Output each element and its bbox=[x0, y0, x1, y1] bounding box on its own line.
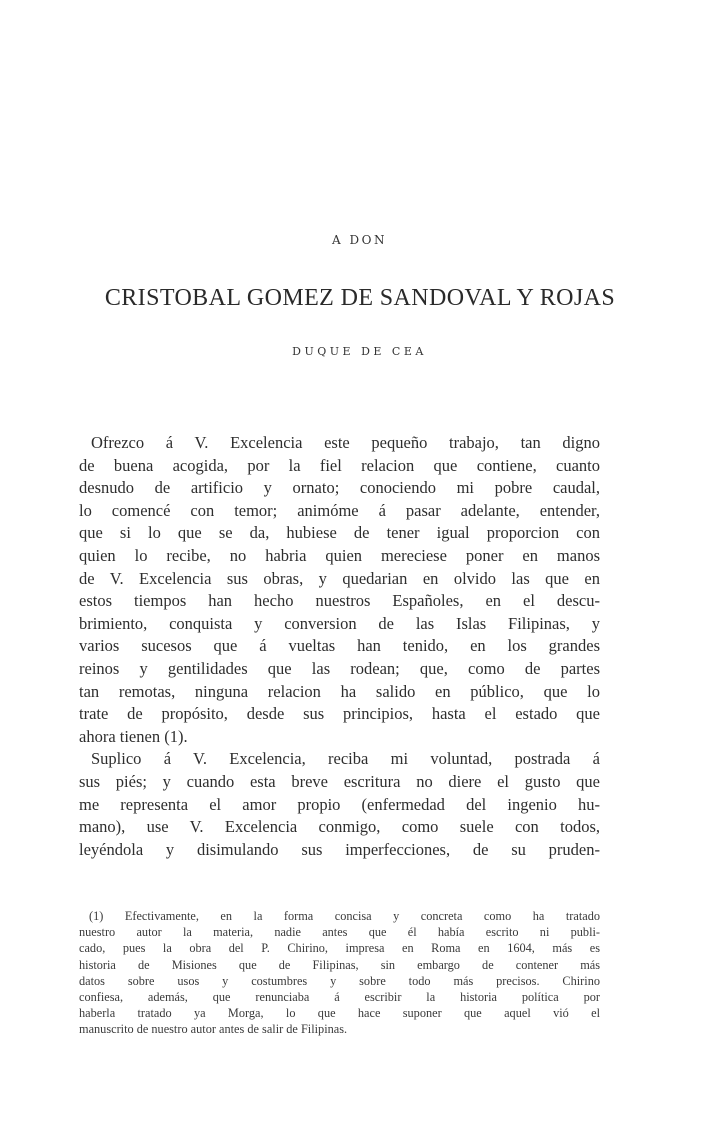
body-line: lo comencé con temor; animóme á pasar adelante, entender, bbox=[79, 500, 600, 520]
body-line: mano), use V. Excelencia conmigo, como suele con todos, bbox=[79, 817, 600, 837]
body-line: de buena acogida, por la fiel relacion que contiene, cuanto bbox=[79, 455, 600, 475]
dedicatee-title: DUQUE DE CEA bbox=[292, 345, 427, 358]
body-line: me representa el amor propio (enfermedad del ingenio hu- bbox=[79, 794, 600, 814]
body-line: trate de propósito, desde sus principios, hasta el estado que bbox=[79, 704, 600, 724]
footnote-line: confiesa, además, que renunciaba á escribir la historia política por bbox=[79, 990, 600, 1005]
body-line: reinos y gentilidades que las rodean; que, como de partes bbox=[79, 658, 600, 678]
footnote-line: cado, pues la obra del P. Chirino, impresa en Roma en 1604, más es bbox=[79, 941, 600, 956]
dedication-salutation: A DON bbox=[332, 233, 387, 247]
dedicatee-name: CRISTOBAL GOMEZ DE SANDOVAL Y ROJAS bbox=[104, 285, 616, 311]
footnote-line: historia de Misiones que de Filipinas, sin embargo de contener más bbox=[79, 957, 600, 972]
body-line: estos tiempos han hecho nuestros Españoles, en el descu- bbox=[79, 591, 600, 611]
footnote-line: manuscrito de nuestro autor antes de salir de Filipinas. bbox=[79, 1022, 348, 1037]
footnote-line: nuestro autor la materia, nadie antes que él había escrito ni publi- bbox=[79, 925, 600, 940]
body-line: Suplico á V. Excelencia, reciba mi voluntad, postrada á bbox=[91, 749, 600, 769]
footnote-line: (1) Efectivamente, en la forma concisa y concreta como ha tratado bbox=[89, 909, 600, 923]
body-line: varios sucesos que á vueltas han tenido, en los grandes bbox=[79, 636, 600, 656]
dedication-body bbox=[79, 432, 600, 861]
body-line: brimiento, conquista y conversion de las Islas Filipinas, y bbox=[79, 613, 600, 633]
body-line: de V. Excelencia sus obras, y quedarian en olvido las que en bbox=[79, 568, 600, 588]
footnote-line: haberla tratado ya Morga, lo que hace suponer que aquel vió el bbox=[79, 1006, 600, 1021]
body-line: Ofrezco á V. Excelencia este pequeño trabajo, tan digno bbox=[91, 433, 600, 452]
body-line: tan remotas, ninguna relacion ha salido en público, que lo bbox=[79, 681, 600, 701]
body-line: sus piés; y cuando esta breve escritura no diere el gusto que bbox=[79, 771, 600, 791]
footnote bbox=[79, 908, 600, 1038]
body-line: leyéndola y disimulando sus imperfecciones, de su pruden- bbox=[79, 839, 600, 859]
body-line: quien lo recibe, no habria quien mereciese poner en manos bbox=[79, 545, 600, 565]
body-line: desnudo de artificio y ornato; conociendo mi pobre caudal, bbox=[79, 478, 600, 498]
body-line: que si lo que se da, hubiese de tener igual proporcion con bbox=[79, 523, 600, 543]
body-line: ahora tienen (1). bbox=[79, 726, 188, 746]
footnote-line: datos sobre usos y costumbres y sobre todo más precisos. Chirino bbox=[79, 973, 600, 988]
